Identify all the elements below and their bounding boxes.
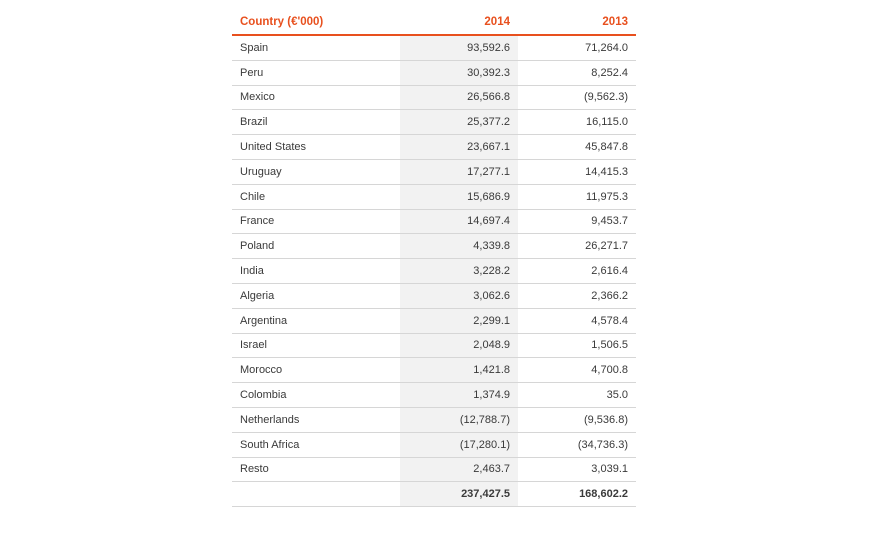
- table-row: [232, 159, 636, 184]
- row-country: Colombia: [232, 383, 400, 408]
- row-value-2013: 35.0: [518, 383, 636, 408]
- row-country: Algeria: [232, 283, 400, 308]
- table-row: [232, 358, 636, 383]
- table-row: [232, 60, 636, 85]
- table-body: [232, 35, 636, 507]
- row-value-2014: 2,463.7: [400, 457, 518, 482]
- row-value-2013: 2,616.4: [518, 259, 636, 284]
- table-row: [232, 110, 636, 135]
- table-row: [232, 135, 636, 160]
- table-header: [232, 10, 636, 35]
- row-value-2013: 9,453.7: [518, 209, 636, 234]
- table-row: [232, 283, 636, 308]
- row-value-2014: 30,392.3: [400, 60, 518, 85]
- row-country: Chile: [232, 184, 400, 209]
- row-country: Brazil: [232, 110, 400, 135]
- row-value-2014: (17,280.1): [400, 432, 518, 457]
- row-value-2013: 26,271.7: [518, 234, 636, 259]
- row-country: Morocco: [232, 358, 400, 383]
- row-country: India: [232, 259, 400, 284]
- row-country: Resto: [232, 457, 400, 482]
- row-value-2014: 26,566.8: [400, 85, 518, 110]
- row-value-2014: 15,686.9: [400, 184, 518, 209]
- row-country: France: [232, 209, 400, 234]
- row-value-2013: 1,506.5: [518, 333, 636, 358]
- row-value-2014: 17,277.1: [400, 159, 518, 184]
- table-row: [232, 184, 636, 209]
- row-value-2014: 93,592.6: [400, 35, 518, 60]
- table-row: [232, 383, 636, 408]
- total-value-2014: 237,427.5: [400, 482, 518, 507]
- table-row: [232, 432, 636, 457]
- row-value-2013: 8,252.4: [518, 60, 636, 85]
- table-row: [232, 35, 636, 60]
- row-value-2014: (12,788.7): [400, 407, 518, 432]
- table-row: [232, 209, 636, 234]
- row-value-2013: (9,536.8): [518, 407, 636, 432]
- row-country: Israel: [232, 333, 400, 358]
- table-row: [232, 234, 636, 259]
- table-row: [232, 407, 636, 432]
- table-row: [232, 457, 636, 482]
- row-value-2013: 4,578.4: [518, 308, 636, 333]
- table-row: [232, 85, 636, 110]
- row-country: Uruguay: [232, 159, 400, 184]
- row-value-2014: 4,339.8: [400, 234, 518, 259]
- row-country: Peru: [232, 60, 400, 85]
- row-value-2013: (9,562.3): [518, 85, 636, 110]
- row-value-2013: 4,700.8: [518, 358, 636, 383]
- total-value-2013: 168,602.2: [518, 482, 636, 507]
- row-value-2013: 71,264.0: [518, 35, 636, 60]
- row-country: South Africa: [232, 432, 400, 457]
- header-2013: 2013: [518, 10, 636, 35]
- country-results-table: [232, 10, 636, 507]
- row-country: United States: [232, 135, 400, 160]
- total-label: [232, 482, 400, 507]
- row-value-2013: 16,115.0: [518, 110, 636, 135]
- row-country: Poland: [232, 234, 400, 259]
- row-country: Argentina: [232, 308, 400, 333]
- table-row: [232, 333, 636, 358]
- table-row: [232, 259, 636, 284]
- header-country: Country (€'000): [232, 10, 400, 35]
- table-row: [232, 308, 636, 333]
- row-value-2014: 2,048.9: [400, 333, 518, 358]
- country-results-table-container: [232, 10, 636, 507]
- row-country: Mexico: [232, 85, 400, 110]
- row-country: Netherlands: [232, 407, 400, 432]
- row-value-2014: 1,421.8: [400, 358, 518, 383]
- row-value-2013: 14,415.3: [518, 159, 636, 184]
- header-2014: 2014: [400, 10, 518, 35]
- header-row: [232, 10, 636, 35]
- row-value-2014: 3,228.2: [400, 259, 518, 284]
- row-value-2014: 1,374.9: [400, 383, 518, 408]
- row-value-2013: 3,039.1: [518, 457, 636, 482]
- total-row: [232, 482, 636, 507]
- row-value-2013: (34,736.3): [518, 432, 636, 457]
- row-value-2013: 45,847.8: [518, 135, 636, 160]
- row-value-2014: 2,299.1: [400, 308, 518, 333]
- row-country: Spain: [232, 35, 400, 60]
- row-value-2014: 25,377.2: [400, 110, 518, 135]
- row-value-2014: 14,697.4: [400, 209, 518, 234]
- row-value-2014: 23,667.1: [400, 135, 518, 160]
- row-value-2013: 11,975.3: [518, 184, 636, 209]
- row-value-2013: 2,366.2: [518, 283, 636, 308]
- row-value-2014: 3,062.6: [400, 283, 518, 308]
